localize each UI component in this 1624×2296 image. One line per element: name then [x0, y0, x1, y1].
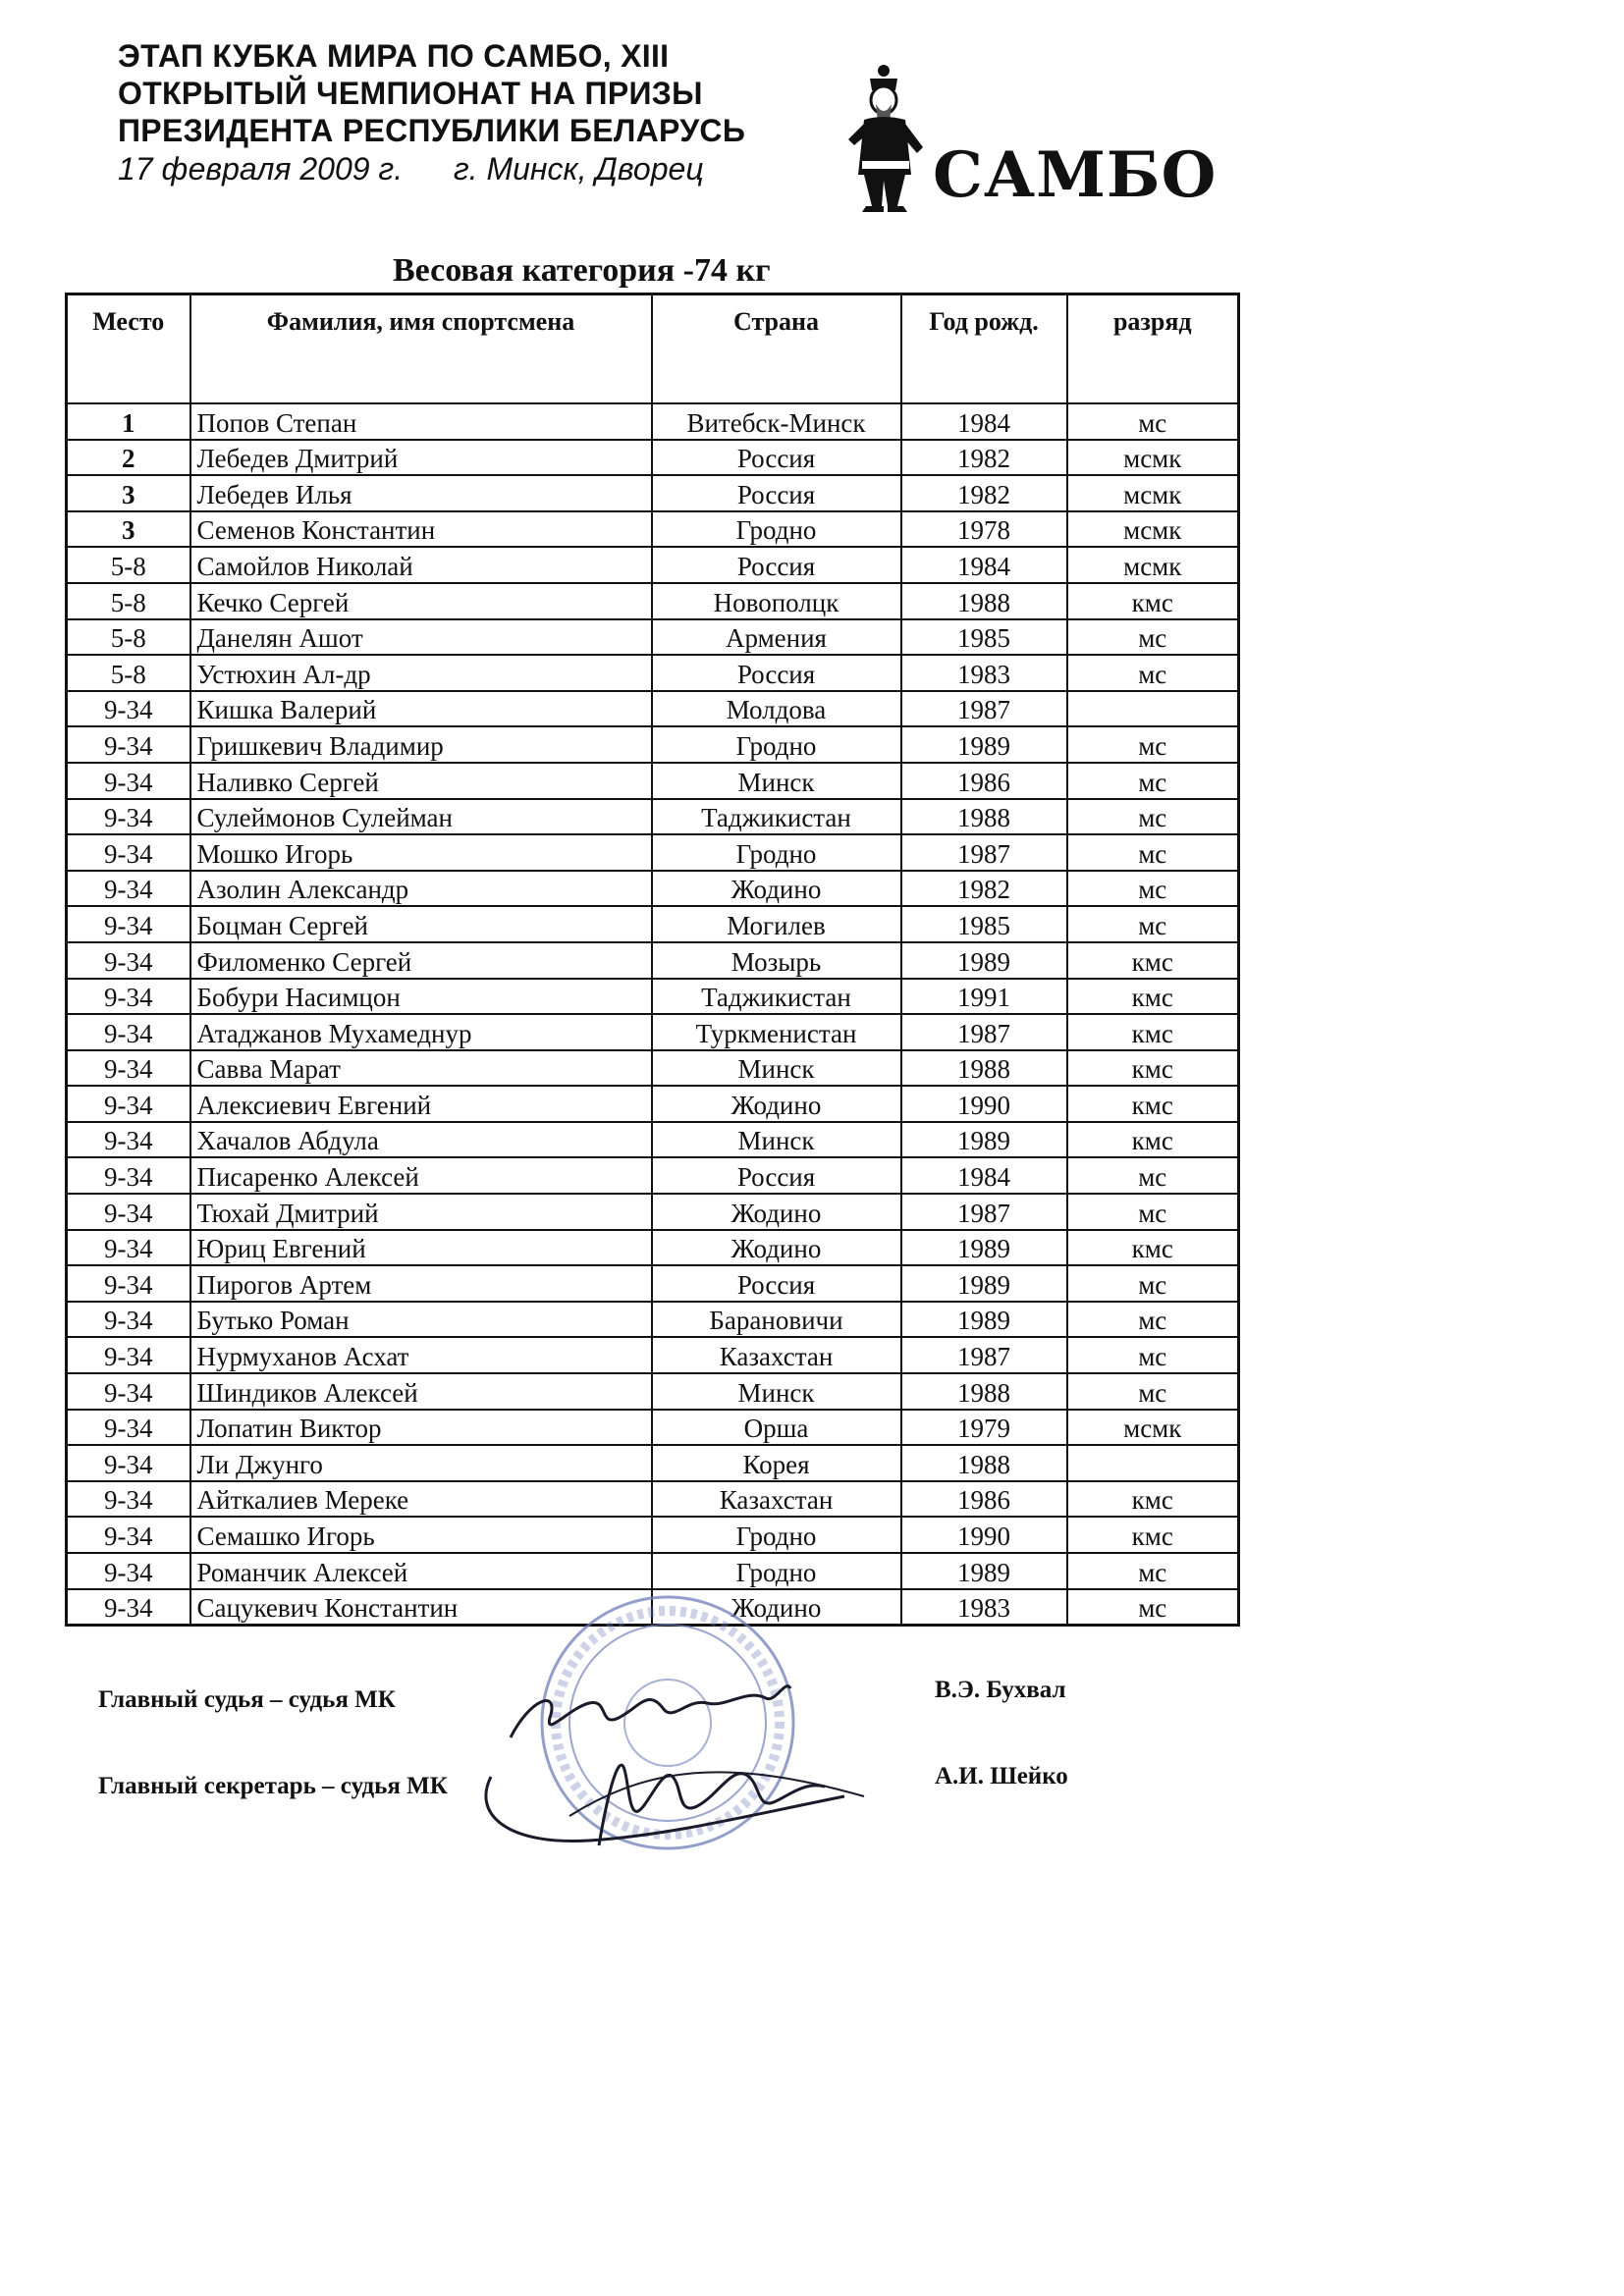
- cell-rank: [1067, 1445, 1239, 1481]
- logo-text: САМБО: [933, 138, 1218, 212]
- cell-country: Орша: [652, 1410, 901, 1446]
- cell-country: Жодино: [652, 871, 901, 907]
- cell-place: 9-34: [67, 691, 190, 727]
- cell-rank: мсмк: [1067, 511, 1239, 548]
- cell-athlete-name: Ли Джунго: [190, 1445, 652, 1481]
- cell-rank: мс: [1067, 871, 1239, 907]
- table-header-row: [67, 294, 1239, 404]
- column-header-rank: разряд: [1067, 294, 1239, 404]
- cell-country: Минск: [652, 1373, 901, 1410]
- table-row: [67, 1050, 1239, 1087]
- header-line-2: ОТКРЫТЫЙ ЧЕМПИОНАТ НА ПРИЗЫ: [118, 76, 703, 111]
- cell-place: 9-34: [67, 1086, 190, 1122]
- cell-athlete-name: Филоменко Сергей: [190, 942, 652, 979]
- cell-rank: мс: [1067, 1194, 1239, 1230]
- event-date: 17 февраля 2009 г.: [118, 151, 404, 187]
- cell-country: Минск: [652, 1050, 901, 1087]
- table-row: [67, 619, 1239, 656]
- cell-place: 9-34: [67, 1410, 190, 1446]
- cell-rank: мс: [1067, 1337, 1239, 1373]
- cell-athlete-name: Азолин Александр: [190, 871, 652, 907]
- cell-athlete-name: Лебедев Илья: [190, 475, 652, 511]
- cell-rank: мс: [1067, 1589, 1239, 1626]
- cell-country: Россия: [652, 547, 901, 583]
- cell-place: 3: [67, 511, 190, 548]
- cell-place: 9-34: [67, 834, 190, 871]
- date-place-line: [118, 149, 805, 188]
- chief-secretary-label: Главный секретарь – судья МК: [98, 1773, 448, 1799]
- chief-secretary-name: А.И. Шейко: [935, 1763, 1068, 1789]
- cell-place: 9-34: [67, 1265, 190, 1302]
- cell-birth-year: 1987: [901, 1194, 1067, 1230]
- cell-place: 9-34: [67, 1014, 190, 1050]
- table-row: [67, 1445, 1239, 1481]
- table-row: [67, 583, 1239, 619]
- cell-birth-year: 1986: [901, 1481, 1067, 1518]
- table-row: [67, 511, 1239, 548]
- cell-place: 9-34: [67, 726, 190, 763]
- cell-rank: мс: [1067, 726, 1239, 763]
- cell-country: Россия: [652, 1157, 901, 1194]
- table-row: [67, 763, 1239, 799]
- cell-country: Казахстан: [652, 1481, 901, 1518]
- cell-place: 9-34: [67, 942, 190, 979]
- cell-rank: кмс: [1067, 1481, 1239, 1518]
- cell-athlete-name: Лопатин Виктор: [190, 1410, 652, 1446]
- table-row: [67, 1194, 1239, 1230]
- table-row: [67, 1373, 1239, 1410]
- table-row: [67, 1337, 1239, 1373]
- cell-country: Барановичи: [652, 1302, 901, 1338]
- cell-country: Таджикистан: [652, 799, 901, 835]
- cell-place: 1: [67, 403, 190, 440]
- table-row: [67, 871, 1239, 907]
- header-line-3: ПРЕЗИДЕНТА РЕСПУБЛИКИ БЕЛАРУСЬ: [118, 113, 746, 148]
- table-row: [67, 906, 1239, 942]
- cell-place: 2: [67, 440, 190, 476]
- table-row: [67, 1157, 1239, 1194]
- cell-place: 5-8: [67, 655, 190, 691]
- cell-rank: мс: [1067, 1553, 1239, 1589]
- table-row: [67, 475, 1239, 511]
- cell-athlete-name: Тюхай Дмитрий: [190, 1194, 652, 1230]
- table-row: [67, 1517, 1239, 1553]
- cell-athlete-name: Семенов Константин: [190, 511, 652, 548]
- cell-country: Россия: [652, 440, 901, 476]
- cell-place: 5-8: [67, 547, 190, 583]
- cell-athlete-name: Самойлов Николай: [190, 547, 652, 583]
- cell-birth-year: 1989: [901, 1122, 1067, 1158]
- cell-place: 9-34: [67, 1194, 190, 1230]
- cell-athlete-name: Нурмуханов Асхат: [190, 1337, 652, 1373]
- event-place: г. Минск, Дворец: [453, 151, 704, 187]
- table-row: [67, 1265, 1239, 1302]
- cell-athlete-name: Данелян Ашот: [190, 619, 652, 656]
- cell-country: Россия: [652, 655, 901, 691]
- cell-country: Витебск-Минск: [652, 403, 901, 440]
- table-row: [67, 1410, 1239, 1446]
- cell-place: 9-34: [67, 1050, 190, 1087]
- cell-athlete-name: Кишка Валерий: [190, 691, 652, 727]
- cell-athlete-name: Гришкевич Владимир: [190, 726, 652, 763]
- cell-country: Жодино: [652, 1194, 901, 1230]
- table-row: [67, 979, 1239, 1015]
- table-row: [67, 1122, 1239, 1158]
- sambo-logo: [842, 59, 1218, 216]
- cell-rank: мсмк: [1067, 1410, 1239, 1446]
- cell-country: Россия: [652, 475, 901, 511]
- cell-birth-year: 1983: [901, 655, 1067, 691]
- cell-country: Россия: [652, 1265, 901, 1302]
- cell-rank: мсмк: [1067, 440, 1239, 476]
- cell-birth-year: 1987: [901, 834, 1067, 871]
- cell-birth-year: 1989: [901, 942, 1067, 979]
- cell-birth-year: 1989: [901, 726, 1067, 763]
- cell-rank: мс: [1067, 834, 1239, 871]
- header-line-1: ЭТАП КУБКА МИРА ПО САМБО, XIII: [118, 38, 670, 74]
- cell-country: Новополцк: [652, 583, 901, 619]
- table-row: [67, 547, 1239, 583]
- cell-country: Жодино: [652, 1086, 901, 1122]
- cell-country: Молдова: [652, 691, 901, 727]
- cell-country: Туркменистан: [652, 1014, 901, 1050]
- cell-athlete-name: Лебедев Дмитрий: [190, 440, 652, 476]
- cell-country: Гродно: [652, 834, 901, 871]
- handwritten-signatures: [452, 1649, 903, 1875]
- cell-place: 9-34: [67, 1230, 190, 1266]
- cell-birth-year: 1984: [901, 1157, 1067, 1194]
- table-row: [67, 1302, 1239, 1338]
- cell-birth-year: 1991: [901, 979, 1067, 1015]
- cell-athlete-name: Юриц Евгений: [190, 1230, 652, 1266]
- cell-rank: кмс: [1067, 1050, 1239, 1087]
- cell-rank: мсмк: [1067, 475, 1239, 511]
- cell-birth-year: 1983: [901, 1589, 1067, 1626]
- table-row: [67, 1014, 1239, 1050]
- cell-birth-year: 1984: [901, 547, 1067, 583]
- column-header-birth-year: Год рожд.: [901, 294, 1067, 404]
- cell-birth-year: 1982: [901, 475, 1067, 511]
- cell-birth-year: 1989: [901, 1302, 1067, 1338]
- cell-place: 9-34: [67, 1122, 190, 1158]
- table-row: [67, 403, 1239, 440]
- cell-country: Казахстан: [652, 1337, 901, 1373]
- cell-place: 9-34: [67, 763, 190, 799]
- cell-athlete-name: Шиндиков Алексей: [190, 1373, 652, 1410]
- cell-rank: мс: [1067, 763, 1239, 799]
- cell-country: Гродно: [652, 726, 901, 763]
- cell-rank: [1067, 691, 1239, 727]
- column-header-country: Страна: [652, 294, 901, 404]
- cell-rank: кмс: [1067, 1517, 1239, 1553]
- cell-athlete-name: Наливко Сергей: [190, 763, 652, 799]
- cell-birth-year: 1990: [901, 1517, 1067, 1553]
- cell-country: Могилев: [652, 906, 901, 942]
- cell-birth-year: 1988: [901, 583, 1067, 619]
- cell-country: Корея: [652, 1445, 901, 1481]
- cell-athlete-name: Мошко Игорь: [190, 834, 652, 871]
- cell-athlete-name: Писаренко Алексей: [190, 1157, 652, 1194]
- cell-rank: мс: [1067, 1302, 1239, 1338]
- table-row: [67, 655, 1239, 691]
- cell-athlete-name: Алексиевич Евгений: [190, 1086, 652, 1122]
- weight-category-title: Весовая категория -74 кг: [393, 252, 771, 289]
- cell-birth-year: 1978: [901, 511, 1067, 548]
- cell-birth-year: 1982: [901, 440, 1067, 476]
- table-row: [67, 1230, 1239, 1266]
- table-row: [67, 1086, 1239, 1122]
- cell-birth-year: 1984: [901, 403, 1067, 440]
- cell-birth-year: 1985: [901, 619, 1067, 656]
- cell-athlete-name: Семашко Игорь: [190, 1517, 652, 1553]
- cell-rank: мс: [1067, 619, 1239, 656]
- cell-athlete-name: Сацукевич Константин: [190, 1589, 652, 1626]
- cell-rank: кмс: [1067, 583, 1239, 619]
- cell-rank: кмс: [1067, 942, 1239, 979]
- cell-birth-year: 1987: [901, 1337, 1067, 1373]
- table-row: [67, 726, 1239, 763]
- cell-birth-year: 1986: [901, 763, 1067, 799]
- cell-rank: мс: [1067, 1373, 1239, 1410]
- cell-rank: кмс: [1067, 1014, 1239, 1050]
- cell-birth-year: 1988: [901, 799, 1067, 835]
- cell-athlete-name: Хачалов Абдула: [190, 1122, 652, 1158]
- cell-athlete-name: Попов Степан: [190, 403, 652, 440]
- column-header-place: Место: [67, 294, 190, 404]
- cell-place: 9-34: [67, 799, 190, 835]
- cell-athlete-name: Устюхин Ал-др: [190, 655, 652, 691]
- cell-athlete-name: Атаджанов Мухамеднур: [190, 1014, 652, 1050]
- table-row: [67, 942, 1239, 979]
- cell-rank: кмс: [1067, 1122, 1239, 1158]
- cell-athlete-name: Кечко Сергей: [190, 583, 652, 619]
- cell-place: 5-8: [67, 583, 190, 619]
- table-row: [67, 1553, 1239, 1589]
- cell-birth-year: 1988: [901, 1373, 1067, 1410]
- cell-birth-year: 1990: [901, 1086, 1067, 1122]
- cell-rank: кмс: [1067, 1086, 1239, 1122]
- cell-country: Минск: [652, 1122, 901, 1158]
- cell-athlete-name: Савва Марат: [190, 1050, 652, 1087]
- cell-country: Минск: [652, 763, 901, 799]
- cell-place: 5-8: [67, 619, 190, 656]
- cell-rank: мс: [1067, 799, 1239, 835]
- cell-rank: мс: [1067, 403, 1239, 440]
- cell-athlete-name: Пирогов Артем: [190, 1265, 652, 1302]
- cell-country: Гродно: [652, 1553, 901, 1589]
- cell-rank: мс: [1067, 1265, 1239, 1302]
- cell-country: Жодино: [652, 1589, 901, 1626]
- cell-birth-year: 1988: [901, 1445, 1067, 1481]
- cell-athlete-name: Бутько Роман: [190, 1302, 652, 1338]
- cell-place: 3: [67, 475, 190, 511]
- cell-athlete-name: Боцман Сергей: [190, 906, 652, 942]
- document-header: [118, 37, 805, 188]
- cell-rank: кмс: [1067, 979, 1239, 1015]
- cell-athlete-name: Романчик Алексей: [190, 1553, 652, 1589]
- cell-birth-year: 1989: [901, 1230, 1067, 1266]
- cell-place: 9-34: [67, 1481, 190, 1518]
- table-row: [67, 834, 1239, 871]
- chief-judge-label: Главный судья – судья МК: [98, 1686, 396, 1713]
- table-row: [67, 1481, 1239, 1518]
- cell-country: Мозырь: [652, 942, 901, 979]
- cell-place: 9-34: [67, 1553, 190, 1589]
- cell-country: Гродно: [652, 511, 901, 548]
- cell-rank: мсмк: [1067, 547, 1239, 583]
- cell-athlete-name: Бобури Насимцон: [190, 979, 652, 1015]
- cell-rank: мс: [1067, 906, 1239, 942]
- cell-rank: кмс: [1067, 1230, 1239, 1266]
- table-row: [67, 691, 1239, 727]
- cell-country: Гродно: [652, 1517, 901, 1553]
- cell-place: 9-34: [67, 871, 190, 907]
- cell-athlete-name: Сулеймонов Сулейман: [190, 799, 652, 835]
- cell-country: Таджикистан: [652, 979, 901, 1015]
- cell-birth-year: 1989: [901, 1553, 1067, 1589]
- results-table: [65, 293, 1240, 1627]
- cell-country: Армения: [652, 619, 901, 656]
- cell-birth-year: 1988: [901, 1050, 1067, 1087]
- cell-place: 9-34: [67, 1373, 190, 1410]
- cell-place: 9-34: [67, 1337, 190, 1373]
- chief-judge-name: В.Э. Бухвал: [935, 1677, 1066, 1703]
- cell-place: 9-34: [67, 1157, 190, 1194]
- cell-birth-year: 1987: [901, 691, 1067, 727]
- cell-birth-year: 1987: [901, 1014, 1067, 1050]
- cell-birth-year: 1989: [901, 1265, 1067, 1302]
- cell-place: 9-34: [67, 906, 190, 942]
- cell-birth-year: 1979: [901, 1410, 1067, 1446]
- cell-birth-year: 1982: [901, 871, 1067, 907]
- cell-rank: мс: [1067, 1157, 1239, 1194]
- cell-athlete-name: Айткалиев Мереке: [190, 1481, 652, 1518]
- cell-country: Жодино: [652, 1230, 901, 1266]
- table-row: [67, 440, 1239, 476]
- cell-place: 9-34: [67, 1445, 190, 1481]
- cell-place: 9-34: [67, 1589, 190, 1626]
- cell-place: 9-34: [67, 1302, 190, 1338]
- cell-rank: мс: [1067, 655, 1239, 691]
- cell-place: 9-34: [67, 1517, 190, 1553]
- column-header-name: Фамилия, имя спортсмена: [190, 294, 652, 404]
- cell-place: 9-34: [67, 979, 190, 1015]
- cell-birth-year: 1985: [901, 906, 1067, 942]
- table-row: [67, 799, 1239, 835]
